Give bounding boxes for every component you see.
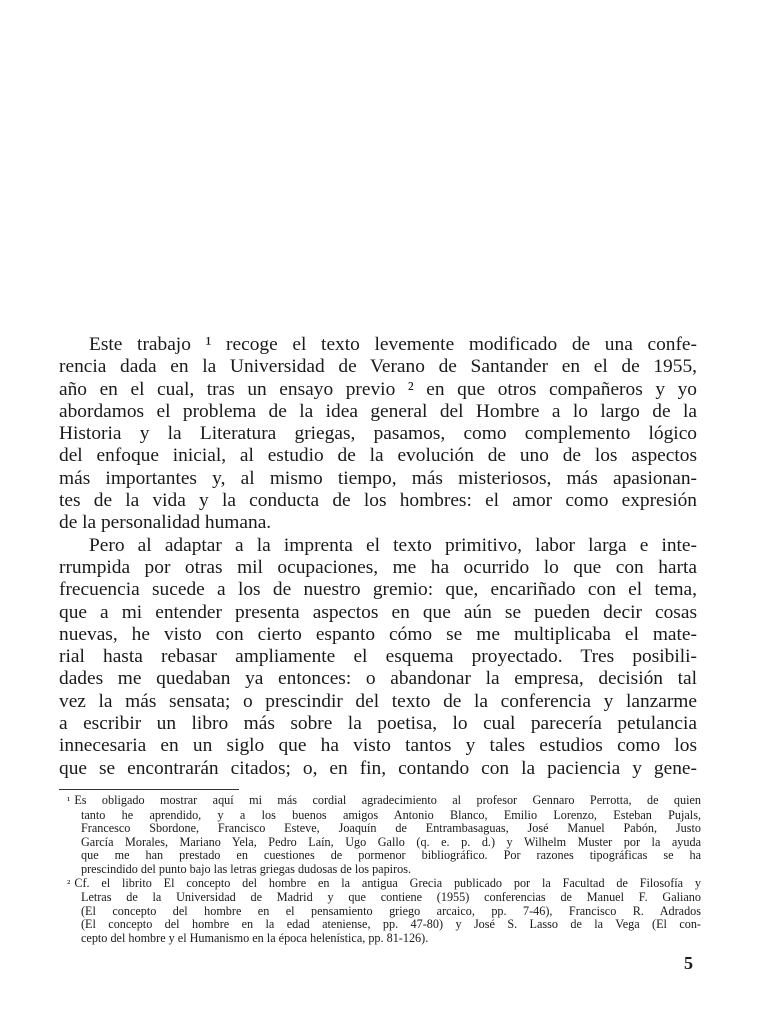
main-text [59, 334, 697, 780]
text-line: de la personalidad humana. [59, 512, 272, 534]
footnote-line: que me han prestado en cuestiones de pormenor bibliográfico. Por razones tipográficas se ha [81, 848, 701, 863]
text-line: año en el cual, tras un ensayo previo ² en que otros compañeros y yo [59, 378, 697, 400]
text-line: rial hasta rebasar ampliamente el esquema proyectado. Tres posibili- [59, 646, 697, 668]
text-line: nuevas, he visto con cierto espanto cómo se me multiplicaba el mate- [59, 623, 697, 645]
footnote-line: Francesco Sbordone, Francisco Esteve, Joaquín de Entrambasaguas, José Manuel Pabón, Justo [81, 821, 701, 836]
text-line: vez la más sensata; o prescindir del texto de la conferencia y lanzarme [59, 690, 697, 712]
footnote-line: (El concepto del hombre en el pensamiento griego arcaico, pp. 7-46), Francisco R. Adrados [81, 903, 701, 918]
footnote-number: ¹ [67, 795, 71, 807]
footnote-line: Letras de la Universidad de Madrid y que contiene (1955) conferencias de Manuel F. Galiano [81, 890, 701, 905]
footnote-line [59, 794, 701, 809]
text-line: abordamos el problema de la idea general del Hombre a lo largo de la [59, 400, 697, 422]
footnote-number: ² [67, 877, 71, 890]
footnote-2 [59, 877, 701, 946]
footnote-1 [59, 794, 701, 877]
footnote-text: Es obligado mostrar aquí mi más cordial agradecimiento al profesor Gennaro Perrotta, de quien [74, 793, 701, 807]
text-line: frecuencia sucede a los de nuestro gremio: que, encariñado con el tema, [59, 579, 697, 601]
text-line: del enfoque inicial, al estudio de la evolución de uno de los aspectos [59, 445, 697, 467]
paragraph-1 [59, 334, 697, 535]
text-line: Este trabajo ¹ recoge el texto levemente modificado de una confe- [89, 334, 697, 355]
text-line: que se encontrarán citados; o, en fin, contando con la paciencia y gene- [59, 757, 697, 779]
footnote-line: tanto he aprendido, y a los buenos amigos Antonio Blanco, Emilio Lorenzo, Esteban Pujals, [81, 807, 701, 822]
footnote-text: Cf. el librito El concepto del hombre en la antigua Grecia publicado por la Facultad de Filosofía y [74, 875, 701, 890]
page-number: 5 [684, 953, 693, 973]
text-line: a escribir un libro más sobre la poetisa, lo cual parecería petulancia [59, 713, 697, 735]
text-line: Pero al adaptar a la imprenta el texto primitivo, labor larga e inte- [89, 534, 697, 556]
footnote-line: cepto del hombre y el Humanismo en la época helenística, pp. 81-126). [81, 930, 429, 945]
footnote-divider [59, 789, 239, 790]
paragraph-2 [59, 535, 697, 780]
text-line: rencia dada en la Universidad de Verano de Santander en el de 1955, [59, 356, 697, 378]
footnotes [59, 794, 701, 946]
footnote-line [59, 877, 701, 892]
text-line: Historia y la Literatura griegas, pasamos, como complemento lógico [59, 423, 697, 445]
footnote-line: prescindido del punto bajo las letras griegas dudosas de los papiros. [81, 861, 412, 876]
text-line: más importantes y, al mismo tiempo, más misteriosos, más apasionan- [59, 467, 697, 489]
text-line: innecesaria en un siglo que ha visto tantos y tales estudios como los [59, 735, 697, 757]
text-line: tes de la vida y la conducta de los hombres: el amor como expresión [59, 490, 697, 512]
text-line: dades me quedaban ya entonces: o abandonar la empresa, decisión tal [59, 668, 697, 690]
footnote-line: García Morales, Mariano Yela, Pedro Laín, Ugo Gallo (q. e. p. d.) y Wilhelm Muster por la ayuda [81, 834, 701, 849]
text-line: que a mi entender presenta aspectos en que aún se pueden decir cosas [59, 601, 697, 623]
text-line: rrumpida por otras mil ocupaciones, me ha ocurrido lo que con harta [59, 556, 697, 578]
footnote-line: (El concepto del hombre en la edad ateniense, pp. 47-80) y José S. Lasso de la Vega (El con- [81, 917, 701, 932]
